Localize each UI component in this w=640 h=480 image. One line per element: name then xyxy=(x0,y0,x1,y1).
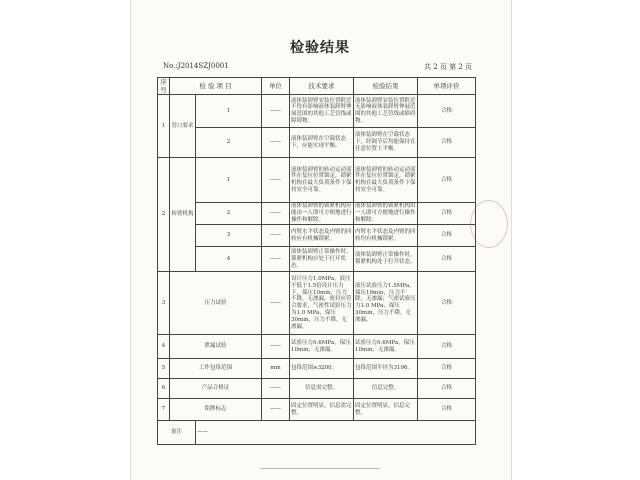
table-row xyxy=(158,158,476,203)
row-evaluation: 合格 xyxy=(418,203,476,225)
row-unit: mm xyxy=(262,359,290,379)
row-unit: —— xyxy=(262,95,290,128)
table-row xyxy=(158,272,476,335)
row-evaluation: 合格 xyxy=(418,225,476,247)
table-row xyxy=(158,95,476,128)
row-sub-seq: 1 xyxy=(196,158,262,203)
row-seq: 2 xyxy=(158,158,170,272)
table-row xyxy=(158,335,476,359)
table-row xyxy=(158,203,476,225)
header-item: 检 验 项 目 xyxy=(170,78,262,95)
row-item: 产品合格证 xyxy=(170,379,262,399)
remark-label: 备注 xyxy=(158,421,196,445)
row-unit: —— xyxy=(262,247,290,272)
remark-row xyxy=(158,421,476,445)
table-row xyxy=(158,247,476,272)
row-unit: —— xyxy=(262,225,290,247)
row-unit: —— xyxy=(262,379,290,399)
row-result: 固定位置明显，信息完整。 xyxy=(354,399,418,421)
row-evaluation: 合格 xyxy=(418,335,476,359)
row-sub-seq: 1 xyxy=(196,95,262,128)
row-evaluation: 合格 xyxy=(418,272,476,335)
row-requirement: 设计压力1.0MPa，液压不低于1.5倍设计压力下，保压10min，压力不降，无渗漏，密封应符合要求，气密性试验压力为1.0 MPa，保压30min，压力不降，无渗漏。 xyxy=(290,272,354,335)
row-sub-seq: 2 xyxy=(196,203,262,225)
row-sub-seq: 4 xyxy=(196,247,262,272)
remark-value: —— xyxy=(196,421,476,445)
row-sub-seq: 3 xyxy=(196,225,262,247)
row-result: 试验压力0.6MPa，保压10min，无渗漏。 xyxy=(354,335,418,359)
row-seq: 4 xyxy=(158,335,170,359)
row-result: 包络范围半径为3196。 xyxy=(354,359,418,379)
row-sub-seq: 2 xyxy=(196,128,262,158)
row-requirement: 液体装卸臂在空载状态下，应能实现平衡。 xyxy=(290,128,354,158)
row-requirement: 液体装卸臂的转动运动部件在复位位置锁定，锁紧机构在最大负荷条件下保持安全可靠。 xyxy=(290,158,354,203)
header-seq: 序号 xyxy=(158,78,170,95)
row-result: 液体装卸臂的锁紧机构由一人即可方便地进行操作和解除。 xyxy=(355,203,416,224)
row-seq: 5 xyxy=(158,359,170,379)
row-unit: —— xyxy=(262,203,290,225)
header-unit: 单位 xyxy=(262,78,290,95)
row-requirement: 固定位置明显，信息需完整。 xyxy=(290,399,354,421)
page-info: 共 2 页 第 2 页 xyxy=(424,63,473,71)
row-result: 信息完整。 xyxy=(354,379,418,399)
document-title: 检验结果 xyxy=(290,40,350,56)
row-item: 泄漏试验 xyxy=(170,335,262,359)
row-requirement: 试验压力0.6MPa，保压10min，无渗漏。 xyxy=(290,335,354,359)
row-evaluation: 合格 xyxy=(418,128,476,158)
table-row xyxy=(158,128,476,158)
row-requirement: 内臂水平状态及内臂的回转应有机械锁紧。 xyxy=(290,225,354,247)
table-row xyxy=(158,359,476,379)
table-row xyxy=(158,399,476,421)
table-header-row xyxy=(158,78,476,95)
row-evaluation: 合格 xyxy=(418,95,476,128)
row-unit: —— xyxy=(262,158,290,203)
row-seq: 1 xyxy=(158,95,170,158)
header-requirement: 技术要求 xyxy=(290,78,354,95)
row-seq: 7 xyxy=(158,399,170,421)
row-evaluation: 合格 xyxy=(418,399,476,421)
row-unit: —— xyxy=(262,128,290,158)
row-result: 液体装卸臂安装位置附近无影响液体装卸臂伸展范围的其他工艺管线或障碍物。 xyxy=(354,95,418,128)
row-result: 液体装卸臂的转动运动部件在复位位置锁定，锁紧机构在最大负荷条件下保持安全可靠。 xyxy=(354,158,418,203)
row-evaluation: 合格 xyxy=(418,359,476,379)
row-requirement: 液体装卸臂安装位置附近不得有影响液体装卸臂伸展范围的其他工艺管线或障碍物。 xyxy=(290,95,354,128)
header-evaluation: 单项评价 xyxy=(418,78,476,95)
row-unit: —— xyxy=(262,399,290,421)
row-seq: 6 xyxy=(158,379,170,399)
row-result: 液体装卸臂正常操作时，锁紧机构处于打开状态。 xyxy=(354,247,418,272)
header-result: 检验结果 xyxy=(354,78,418,95)
row-unit: —— xyxy=(262,272,290,335)
document-number: No.:J2014SZJ0001 xyxy=(163,62,229,70)
row-requirement: 液体装卸臂正常操作时，锁紧机构应处于打开状态。 xyxy=(290,247,354,272)
row-evaluation: 合格 xyxy=(418,247,476,272)
row-result: 内臂水平状态及内臂的回转均有机械锁紧。 xyxy=(354,225,418,247)
row-requirement: 液体装卸臂的锁紧机构应能由一人即可方便地进行操作和解除。 xyxy=(291,203,352,224)
red-seal-stamp xyxy=(470,200,508,248)
row-item: 管口要求 xyxy=(170,95,196,158)
fold-line xyxy=(260,468,380,469)
row-result: 液压试验压力1.5MPa，保压10min，压力不降，无渗漏；气密试验压力1.0 MPa，保压30min，压力不降，无渗漏。 xyxy=(354,272,418,335)
table-row xyxy=(158,379,476,399)
row-evaluation: 合格 xyxy=(418,158,476,203)
row-unit: —— xyxy=(262,335,290,359)
row-requirement: 包络范围≥3200。 xyxy=(290,359,354,379)
row-item: 工作包络范围 xyxy=(170,359,262,379)
table-row xyxy=(158,225,476,247)
row-item: 铭牌标志 xyxy=(170,399,262,421)
row-evaluation: 合格 xyxy=(418,379,476,399)
row-item: 转臂机构 xyxy=(170,158,196,272)
row-item: 压力试验 xyxy=(170,272,262,335)
row-seq: 3 xyxy=(158,272,170,335)
row-result: 液体装卸臂在空载状态下，经调节后均能保持在任意位置上平衡。 xyxy=(354,128,418,158)
inspection-results-table xyxy=(157,77,476,445)
row-requirement: 信息需完整。 xyxy=(290,379,354,399)
